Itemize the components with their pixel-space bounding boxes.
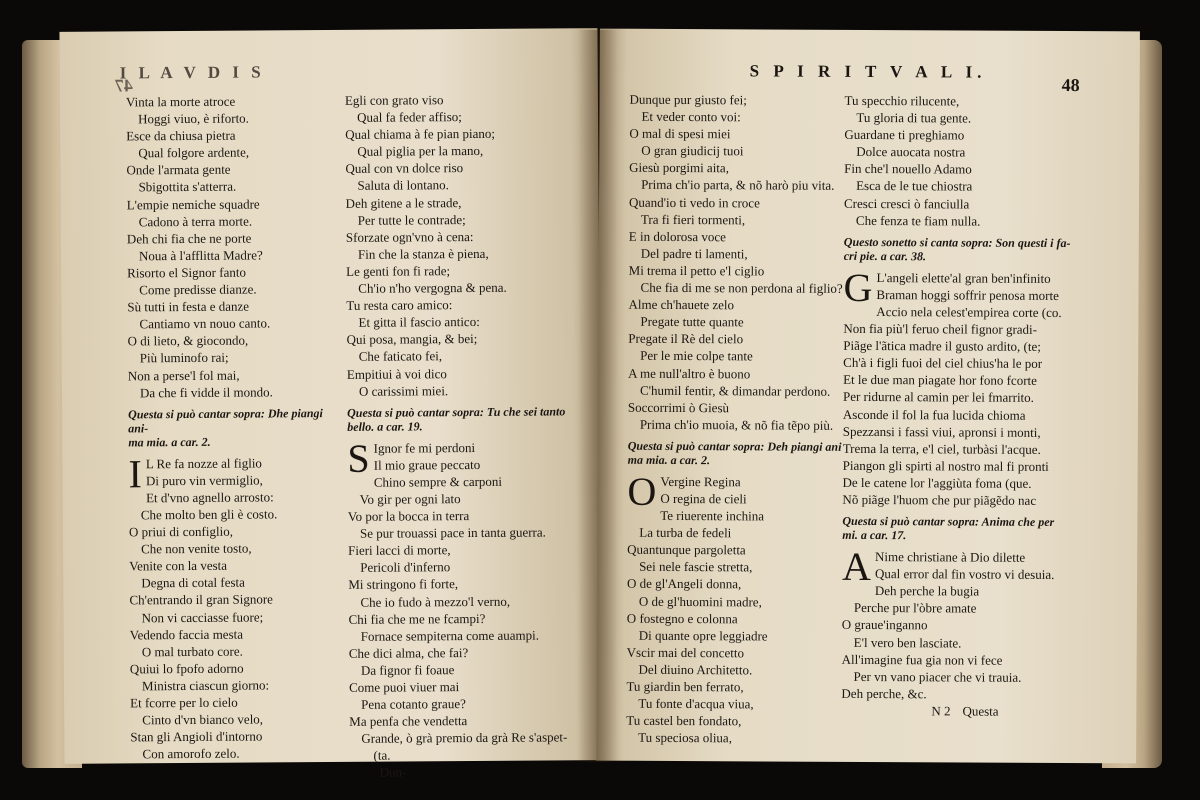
verse-line: Per vn vano piacer che vi trauia.	[853, 668, 1022, 685]
verse-line: E'l vero ben lasciate.	[853, 634, 962, 651]
verse-line: Vinta la morte atroce	[125, 93, 236, 110]
verse-line: Stan gli Angioli d'intorno	[130, 728, 263, 745]
verse-line: Qual con vn dolce riso	[345, 160, 464, 177]
rubric-line: mi. a car. 17.	[842, 527, 907, 543]
verse-line: Giesù porgimi aita,	[629, 160, 730, 176]
rubric-line: ma mia. a car. 2.	[128, 434, 211, 450]
line-overflow: (ta.	[373, 747, 391, 764]
verse-line: Tu speciosa oliua,	[638, 730, 733, 746]
verse-line: Pena cotanto graue?	[361, 696, 466, 712]
verse-line: Tu resta caro amico:	[346, 297, 453, 314]
verse-line: O mal turbato core.	[141, 643, 243, 660]
verse-line: Ma penfa che vendetta	[349, 713, 468, 730]
verse-line: Ignor fe mi perdoni	[373, 439, 476, 456]
verse-line: Deh gitene a le strade,	[345, 194, 462, 211]
verse-line: La turba de fedeli	[639, 524, 732, 541]
verse-line: Sù tutti in festa e danze	[127, 298, 250, 315]
verse-line: Tu castel ben fondato,	[626, 712, 742, 729]
verse-line: Dunque pur giusto fei;	[629, 91, 747, 108]
verse-line: Che non venite tosto,	[141, 540, 252, 557]
rubric-line: Questa si può cantar sopra: Deh piangi ani	[627, 438, 842, 454]
verse-line: Degna di cotal festa	[141, 574, 245, 591]
verse-line: Accio nela celest'empirea corte (co.	[876, 303, 1062, 320]
right-page-number: 48	[1061, 75, 1080, 96]
verse-line: Deh perche, &c.	[841, 685, 927, 702]
verse-line: Et fcorre per lo cielo	[130, 694, 238, 711]
verse-line: Guardane ti preghiamo	[844, 127, 965, 143]
verse-line: Non fia più'l feruo cheil fignor gradi-	[843, 320, 1038, 337]
verse-line: Ch'entrando il gran Signore	[129, 591, 273, 608]
verse-line: Ministra ciascun giorno:	[141, 677, 270, 694]
verse-line: A me null'altro è buono	[628, 365, 751, 381]
verse-line: O fostegno e colonna	[626, 610, 738, 626]
verse-line: Vergine Regina	[660, 473, 741, 490]
verse-line: Egli con grato viso	[344, 92, 444, 108]
verse-line: Nõ piãge l'huom che pur piãgẽdo nac	[842, 491, 1037, 508]
verse-line: Come puoi viuer mai	[348, 679, 460, 695]
verse-line: Fieri lacci di morte,	[348, 542, 451, 559]
verse-line: Che fia di me se non perdona al figlio?	[640, 279, 843, 296]
signature-line	[841, 702, 1111, 721]
verse-line: Qual error dal fin vostro vi desuia.	[874, 566, 1055, 583]
verse-line: O gran giudicij tuoi	[641, 143, 744, 159]
verse-line: Alme ch'hauete zelo	[628, 296, 735, 313]
rubric-line: Questa si può cantar sopra: Tu che sei tanto	[347, 404, 566, 420]
catchword: Dun-	[379, 764, 407, 781]
left-page	[59, 28, 602, 781]
verse-line: Il mio graue peccato	[373, 456, 481, 473]
verse-line: Se pur trouassi pace in tanta guerra.	[359, 524, 546, 541]
verse-line: Per ridurne al camin per lei fmarrito.	[842, 389, 1034, 406]
right-page	[596, 29, 1140, 764]
verse-line: Mi stringono fi forte,	[348, 576, 459, 593]
rubric-heading	[128, 406, 338, 449]
verse-line: Qui posa, mangia, & bei;	[346, 331, 478, 348]
verse-line: O priui di configlio,	[128, 523, 233, 540]
verse-line: O graue'inganno	[841, 617, 928, 633]
verse-line: O di lieto, & giocondo,	[127, 332, 249, 349]
verse-line: Tra fi fieri tormenti,	[640, 211, 746, 228]
verse-line: De le catene lor l'aggiùta foma (que.	[842, 474, 1032, 491]
verse-line: Pregate il Rè del cielo	[628, 331, 744, 347]
verse-line: Noua à l'afflitta Madre?	[138, 247, 263, 264]
verse-line: Tu fonte d'acqua viua,	[638, 695, 754, 712]
verse-line: Quand'io ti vedo in croce	[628, 194, 760, 210]
verse-line: Ch'à i figli fuoi del ciel chius'ha le por	[843, 355, 1043, 372]
verse-line: Tu specchio rilucente,	[844, 92, 960, 109]
verse-line: Di puro vin vermiglio,	[145, 472, 263, 489]
verse-line: Et d'vno agnello arrosto:	[145, 489, 274, 506]
verse-line: Qual piglia per la mano,	[357, 143, 484, 160]
verse-line: Et veder conto voi:	[641, 108, 741, 125]
rubric-heading	[628, 439, 868, 468]
verse-line: Che faticato fei,	[358, 348, 443, 365]
verse-line: Tu giardin ben ferrato,	[626, 678, 744, 695]
verse-line: Dolce auocata nostra	[856, 144, 966, 160]
verse-line: Per tutte le contrade;	[357, 211, 466, 228]
verse-line: Prima ch'io parta, & nõ harò piu vita.	[641, 177, 835, 194]
verse-line: Che fenza te fiam nulla.	[855, 212, 981, 229]
left-column-a	[126, 92, 341, 763]
verse-line: Sforzate ogn'vno à cena:	[345, 228, 474, 245]
verse-line: Da che fi vidde il mondo.	[139, 383, 273, 400]
verse-line: Soccorrimi ò Giesù	[627, 399, 730, 415]
verse-line: Di quante opre leggiadre	[638, 627, 768, 644]
drop-cap: S	[347, 435, 370, 481]
verse-line: Quantunque pargoletta	[627, 541, 746, 558]
verse-line: Qual fa feder affiso;	[357, 109, 462, 125]
verse-line: Fornace sempiterna come auampi.	[360, 627, 540, 644]
verse-line: Saluta di lontano.	[357, 177, 449, 194]
verse-line: Prima ch'io muoia, & nõ fia tẽpo più.	[639, 416, 834, 433]
drop-cap: A	[841, 543, 872, 590]
verse-line: Ch'io n'ho vergogna & pena.	[358, 279, 507, 296]
verse-line: O carissimi miei.	[358, 382, 449, 399]
verse-line: Deh chi fia che ne porte	[126, 230, 252, 247]
verse-line: Pregate tutte quante	[640, 314, 744, 330]
left-page-number: 47	[114, 75, 133, 96]
verse-line: Qual folgore ardente,	[138, 144, 250, 161]
verse-line: Le genti fon fi rade;	[346, 263, 451, 279]
verse-line: Vedendo faccia mesta	[129, 626, 244, 643]
rubric-heading	[347, 404, 592, 434]
verse-line: Braman hoggi soffrir penosa morte	[876, 286, 1059, 303]
verse-line: Vo por la bocca in terra	[347, 508, 470, 524]
verse-line: Del diuino Architetto.	[638, 661, 753, 678]
verse-line: Per le mie colpe tante	[640, 348, 753, 364]
verse-line: Non vi cacciasse fuore;	[141, 609, 264, 625]
verse-line: O de gl'huomini madre,	[638, 593, 762, 609]
verse-line: Risorto el Signor fanto	[127, 264, 246, 281]
drop-cap: G	[843, 264, 873, 310]
verse-line: O de gl'Angeli donna,	[626, 576, 742, 592]
left-running-header: I L A V D I S	[119, 62, 265, 83]
verse-line: Hoggi viuo, è riforto.	[138, 110, 249, 127]
verse-line: E in dolorosa voce	[628, 228, 726, 245]
verse-line: Che dici alma, che fai?	[348, 644, 469, 661]
verse-line: Onde l'armata gente	[126, 162, 231, 178]
drop-cap: I	[128, 451, 143, 497]
verse-line: Esce da chiusa pietra	[126, 127, 236, 144]
verse-line: Che io fudo à mezzo'l verno,	[360, 593, 511, 610]
verse-line: L Re fa nozze al figlio	[145, 455, 262, 471]
verse-line: Che molto ben gli è costo.	[140, 506, 278, 523]
rubric-line: Questa si può cantar sopra: Dhe piangi ani-	[128, 405, 323, 436]
verse-line: Et gitta il fascio antico:	[358, 314, 480, 331]
verse-line: C'humil fentir, & dimandar perdono.	[639, 382, 831, 399]
verse-line: All'imagine fua gia non vi fece	[841, 651, 1003, 668]
verse-line: Piangon gli spirti al nostro mal fi pronti	[842, 457, 1049, 474]
rubric-line: Questa si può cantar sopra: Anima che per	[842, 513, 1055, 530]
verse-line: Del padre ti lamenti,	[640, 245, 748, 262]
verse-line: Deh perche la bugia	[874, 583, 980, 599]
verse-line: Cadono à terra morte.	[138, 213, 253, 229]
verse-line: Pericoli d'inferno	[360, 559, 451, 576]
verse-line: Et le due man piagate hor fono fcorte	[843, 372, 1037, 389]
verse-line: Cantiamo vn nouo canto.	[139, 315, 271, 332]
rubric-line: cri pie. a car. 38.	[843, 248, 927, 264]
rubric-line: bello. a car. 19.	[347, 419, 423, 434]
right-column-a	[626, 91, 872, 748]
verse-line: Chi fia che me ne fcampi?	[348, 610, 486, 627]
verse-line: Come predisse dianze.	[139, 281, 257, 298]
rubric-heading	[842, 514, 1112, 543]
verse-line: O regina de cieli	[660, 490, 747, 507]
verse-line: Empitiui à voi dico	[346, 365, 447, 382]
right-running-header: S P I R I T V A L I.	[749, 61, 987, 82]
verse-line: Sbigottita s'atterra.	[138, 179, 237, 195]
verse-line: Con amorofo zelo.	[142, 745, 240, 762]
left-column-b	[345, 90, 595, 781]
verse-line: L'empie nemiche squadre	[126, 196, 260, 212]
verse-line: Piãge l'ãtica madre il gusto ardito, (te;	[843, 337, 1041, 355]
verse-line: Spezzansi i fassi viui, apronsi i monti,	[842, 423, 1041, 440]
verse-line: Qual chiama à fe pian piano;	[345, 126, 496, 143]
verse-line: Perche pur l'òbre amate	[853, 600, 977, 616]
verse-line: Venite con la vesta	[129, 557, 228, 574]
verse-line: Te riuerente inchina	[660, 507, 765, 524]
verse-line: Mi trema il petto e'l ciglio	[628, 262, 765, 279]
verse-line: L'angeli elette'al gran ben'infinito	[876, 269, 1051, 286]
verse-line: Tu gloria di tua gente.	[856, 110, 972, 126]
verse-line: Non a perse'l fol mai,	[127, 367, 240, 383]
verse-line: Nime christiane à Dio dilette	[875, 549, 1026, 565]
verse-line: Da fignor fi foaue	[360, 662, 455, 678]
verse-line: Grande, ò grà premio da grà Re s'aspet-	[361, 729, 568, 747]
verse-line: Trema la terra, e'l ciel, turbàsi l'acque.	[842, 440, 1041, 457]
verse-line: Quiui lo fpofo adorno	[129, 660, 244, 677]
verse-line: O mal di spesi miei	[629, 125, 731, 142]
right-column-b	[841, 92, 1114, 720]
verse-line: Fin che la stanza è piena,	[357, 245, 489, 262]
verse-line: Asconde il fol la fua lucida chioma	[842, 406, 1026, 423]
verse-line: Cresci cresci ò fanciulla	[843, 195, 970, 212]
verse-line: Esca de le tue chiostra	[856, 178, 973, 195]
verse-line: Fin che'l nouello Adamo	[844, 161, 972, 177]
verse-line: Sei nele fascie stretta,	[639, 559, 753, 575]
rubric-line: ma mia. a car. 2.	[627, 452, 711, 468]
verse-line: Cinto d'vn bianco velo,	[142, 711, 264, 728]
drop-cap: O	[627, 468, 657, 514]
verse-line: Vscir mai del concetto	[626, 644, 745, 661]
signature-mark: N 2	[931, 703, 951, 719]
verse-line: Vo gir per ogni lato	[359, 491, 461, 507]
rubric-line: Questo sonetto si canta sopra: Son questi i fa-	[843, 234, 1071, 250]
catchword: Questa	[962, 703, 999, 719]
verse-line: Chino sempre & carponi	[373, 473, 503, 490]
rubric-heading	[844, 235, 1114, 264]
verse-line: Più luminofo rai;	[139, 350, 229, 366]
